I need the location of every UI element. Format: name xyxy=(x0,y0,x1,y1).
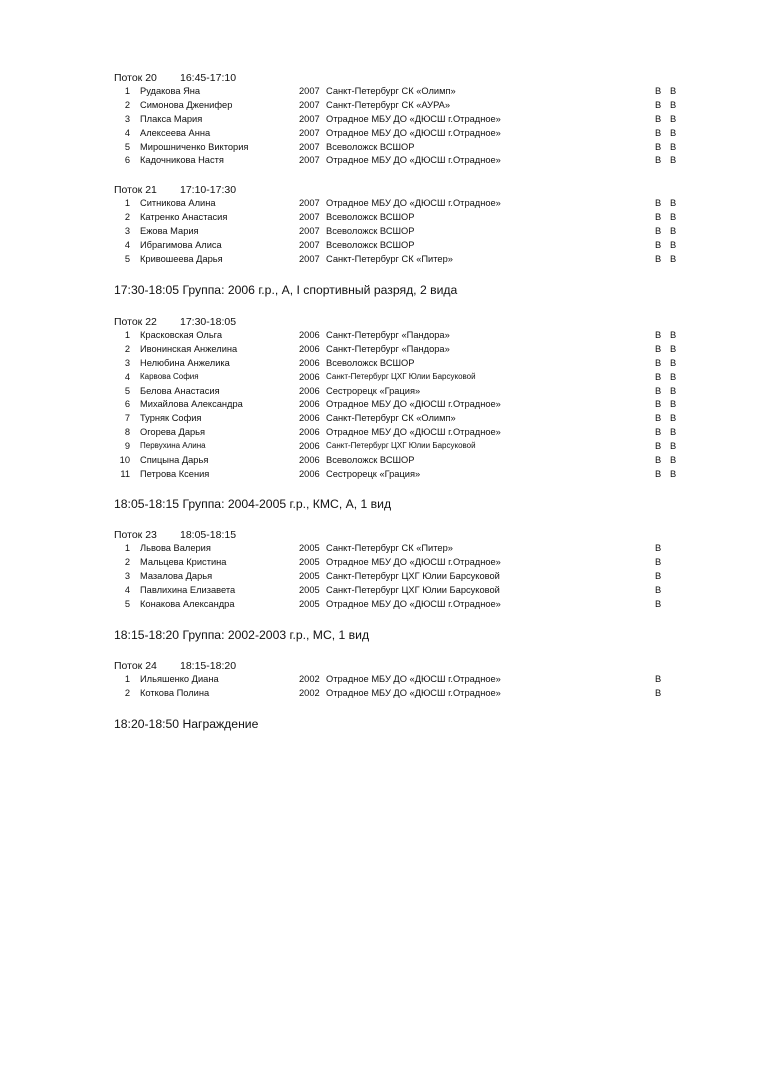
participant-number: 4 xyxy=(124,584,130,595)
birth-year: 2007 xyxy=(299,253,320,264)
birth-year: 2002 xyxy=(299,687,320,698)
participant-name: Катренко Анастасия xyxy=(140,211,228,222)
apparatus-mark: В xyxy=(670,441,677,452)
apparatus-mark: В xyxy=(655,468,662,479)
birth-year: 2006 xyxy=(299,385,320,396)
birth-year: 2002 xyxy=(299,674,320,684)
birth-year: 2007 xyxy=(299,211,320,222)
participant-row xyxy=(0,372,764,386)
awards-heading: 18:20-18:50 Награждение xyxy=(114,717,259,731)
participant-row xyxy=(0,469,764,483)
participant-name: Петрова Ксения xyxy=(140,468,210,479)
apparatus-mark: В xyxy=(670,455,677,466)
apparatus-mark: В xyxy=(655,441,662,452)
group-heading: 17:30-18:05 Группа: 2006 г.р., А, I спортивный разряд, 2 вида xyxy=(114,283,458,297)
birth-year: 2005 xyxy=(299,570,320,581)
apparatus-mark: В xyxy=(670,239,677,250)
participant-name: Белова Анастасия xyxy=(140,385,220,396)
apparatus-mark: В xyxy=(655,86,662,96)
participant-number: 2 xyxy=(124,343,130,354)
participant-number: 3 xyxy=(124,357,130,368)
participant-name: Коткова Полина xyxy=(140,687,210,698)
stream-label: Поток 21 xyxy=(114,184,157,196)
birth-year: 2005 xyxy=(299,584,320,595)
apparatus-mark: В xyxy=(655,330,662,340)
club-name: Санкт-Петербург СК «Питер» xyxy=(326,543,453,553)
club-name: Санкт-Петербург ЦХГ Юлии Барсуковой xyxy=(326,570,500,581)
apparatus-mark: В xyxy=(670,371,677,382)
participant-number: 3 xyxy=(124,225,130,236)
birth-year: 2006 xyxy=(299,357,320,368)
apparatus-mark: В xyxy=(655,141,662,152)
participant-row xyxy=(0,413,764,427)
club-name: Всеволожск ВСШОР xyxy=(326,357,415,368)
stream-header xyxy=(0,660,764,674)
apparatus-mark: В xyxy=(670,413,677,424)
stream-time: 17:30-18:05 xyxy=(180,316,237,328)
club-name: Санкт-Петербург СК «Олимп» xyxy=(326,86,456,96)
birth-year: 2007 xyxy=(299,99,320,110)
apparatus-mark: В xyxy=(670,225,677,236)
participant-row xyxy=(0,585,764,599)
birth-year: 2007 xyxy=(299,127,320,138)
apparatus-mark: В xyxy=(655,570,662,581)
birth-year: 2005 xyxy=(299,598,320,609)
club-name: Отрадное МБУ ДО «ДЮСШ г.Отрадное» xyxy=(326,556,501,567)
club-name: Всеволожск ВСШОР xyxy=(326,211,415,222)
club-name: Сестрорецк «Грация» xyxy=(326,385,421,396)
apparatus-mark: В xyxy=(655,357,662,368)
participant-name: Мазалова Дарья xyxy=(140,570,213,581)
apparatus-mark: В xyxy=(655,385,662,396)
participant-number: 6 xyxy=(124,155,130,166)
participant-name: Нелюбина Анжелика xyxy=(140,357,230,368)
apparatus-mark: В xyxy=(670,211,677,222)
stream-label: Поток 20 xyxy=(114,72,157,84)
apparatus-mark: В xyxy=(655,674,662,684)
birth-year: 2007 xyxy=(299,225,320,236)
participant-number: 3 xyxy=(124,570,130,581)
participant-name: Ибрагимова Алиса xyxy=(140,239,222,250)
club-name: Санкт-Петербург «Пандора» xyxy=(326,330,450,340)
stream-block xyxy=(0,529,764,612)
apparatus-mark: В xyxy=(670,343,677,354)
participant-row xyxy=(0,254,764,268)
participant-name: Ильяшенко Диана xyxy=(140,674,219,684)
apparatus-mark: В xyxy=(670,155,677,166)
participant-name: Ивонинская Анжелина xyxy=(140,343,238,354)
participant-number: 2 xyxy=(124,556,130,567)
apparatus-mark: В xyxy=(670,198,677,208)
participant-row xyxy=(0,142,764,156)
club-name: Всеволожск ВСШОР xyxy=(326,455,415,466)
apparatus-mark: В xyxy=(655,253,662,264)
stream-header xyxy=(0,529,764,543)
participant-row xyxy=(0,386,764,400)
participant-row xyxy=(0,358,764,372)
club-name: Отрадное МБУ ДО «ДЮСШ г.Отрадное» xyxy=(326,687,501,698)
apparatus-mark: В xyxy=(655,155,662,166)
club-name: Отрадное МБУ ДО «ДЮСШ г.Отрадное» xyxy=(326,113,501,124)
club-name: Санкт-Петербург «Пандора» xyxy=(326,343,450,354)
participant-row xyxy=(0,571,764,585)
participant-number: 5 xyxy=(124,141,130,152)
club-name: Санкт-Петербург ЦХГ Юлии Барсуковой xyxy=(326,584,500,595)
birth-year: 2006 xyxy=(299,343,320,354)
club-name: Санкт-Петербург СК «АУРА» xyxy=(326,99,451,110)
birth-year: 2006 xyxy=(299,413,320,424)
participant-row xyxy=(0,330,764,344)
apparatus-mark: В xyxy=(670,330,677,340)
apparatus-mark: В xyxy=(670,385,677,396)
club-name: Отрадное МБУ ДО «ДЮСШ г.Отрадное» xyxy=(326,598,501,609)
participant-row xyxy=(0,114,764,128)
participant-number: 4 xyxy=(124,371,130,382)
apparatus-mark: В xyxy=(670,399,677,410)
participant-number: 5 xyxy=(124,598,130,609)
participant-number: 6 xyxy=(124,399,130,410)
participant-name: Кривошеева Дарья xyxy=(140,253,223,264)
club-name: Отрадное МБУ ДО «ДЮСШ г.Отрадное» xyxy=(326,198,501,208)
club-name: Всеволожск ВСШОР xyxy=(326,225,415,236)
club-name: Всеволожск ВСШОР xyxy=(326,141,415,152)
participant-name: Огорева Дарья xyxy=(140,427,206,438)
club-name: Отрадное МБУ ДО «ДЮСШ г.Отрадное» xyxy=(326,399,501,410)
apparatus-mark: В xyxy=(655,455,662,466)
birth-year: 2006 xyxy=(299,399,320,410)
participant-name: Симонова Дженифер xyxy=(140,99,233,110)
participant-row xyxy=(0,599,764,613)
apparatus-mark: В xyxy=(655,113,662,124)
apparatus-mark: В xyxy=(655,598,662,609)
club-name: Санкт-Петербург ЦХГ Юлии Барсуковой xyxy=(326,371,476,381)
participant-number: 10 xyxy=(119,455,130,466)
apparatus-mark: В xyxy=(670,253,677,264)
participant-name: Кадочникова Настя xyxy=(140,155,224,166)
participant-row xyxy=(0,557,764,571)
participant-row xyxy=(0,674,764,688)
participant-number: 4 xyxy=(124,127,130,138)
club-name: Санкт-Петербург СК «Питер» xyxy=(326,253,453,264)
stream-label: Поток 22 xyxy=(114,316,157,328)
participant-number: 3 xyxy=(124,113,130,124)
birth-year: 2005 xyxy=(299,543,320,553)
participant-row xyxy=(0,128,764,142)
participant-row xyxy=(0,212,764,226)
participant-number: 1 xyxy=(124,674,130,684)
apparatus-mark: В xyxy=(670,357,677,368)
birth-year: 2007 xyxy=(299,113,320,124)
apparatus-mark: В xyxy=(670,427,677,438)
birth-year: 2007 xyxy=(299,141,320,152)
birth-year: 2007 xyxy=(299,86,320,96)
birth-year: 2005 xyxy=(299,556,320,567)
participant-name: Красковская Ольга xyxy=(140,330,223,340)
birth-year: 2007 xyxy=(299,155,320,166)
birth-year: 2006 xyxy=(299,468,320,479)
participant-row xyxy=(0,543,764,557)
stream-header xyxy=(0,72,764,86)
participant-row xyxy=(0,441,764,455)
participant-row xyxy=(0,198,764,212)
participant-row xyxy=(0,155,764,169)
birth-year: 2006 xyxy=(299,330,320,340)
apparatus-mark: В xyxy=(655,343,662,354)
participant-name: Михайлова Александра xyxy=(140,399,243,410)
stream-time: 18:15-18:20 xyxy=(180,660,237,672)
participant-number: 1 xyxy=(124,330,130,340)
birth-year: 2006 xyxy=(299,427,320,438)
birth-year: 2006 xyxy=(299,371,320,382)
birth-year: 2006 xyxy=(299,455,320,466)
apparatus-mark: В xyxy=(655,225,662,236)
participant-number: 1 xyxy=(124,86,130,96)
participant-number: 7 xyxy=(124,413,130,424)
birth-year: 2007 xyxy=(299,198,320,208)
stream-header xyxy=(0,184,764,198)
apparatus-mark: В xyxy=(655,543,662,553)
club-name: Всеволожск ВСШОР xyxy=(326,239,415,250)
apparatus-mark: В xyxy=(655,371,662,382)
club-name: Сестрорецк «Грация» xyxy=(326,468,421,479)
participant-number: 1 xyxy=(124,198,130,208)
participant-name: Конакова Александра xyxy=(140,598,235,609)
participant-number: 11 xyxy=(120,468,130,479)
stream-header xyxy=(0,316,764,330)
club-name: Санкт-Петербург СК «Олимп» xyxy=(326,413,456,424)
apparatus-mark: В xyxy=(655,427,662,438)
participant-row xyxy=(0,226,764,240)
club-name: Отрадное МБУ ДО «ДЮСШ г.Отрадное» xyxy=(326,674,501,684)
stream-block xyxy=(0,184,764,267)
participant-name: Рудакова Яна xyxy=(140,86,201,96)
participant-number: 5 xyxy=(124,385,130,396)
apparatus-mark: В xyxy=(670,86,677,96)
stream-time: 16:45-17:10 xyxy=(180,72,237,84)
participant-name: Ситникова Алина xyxy=(140,198,216,208)
group-heading: 18:05-18:15 Группа: 2004-2005 г.р., КМС, А, 1 вид xyxy=(114,497,392,511)
club-name: Отрадное МБУ ДО «ДЮСШ г.Отрадное» xyxy=(326,155,501,166)
stream-label: Поток 24 xyxy=(114,660,157,672)
participant-number: 2 xyxy=(124,687,130,698)
apparatus-mark: В xyxy=(670,127,677,138)
participant-number: 2 xyxy=(124,211,130,222)
group-heading: 18:15-18:20 Группа: 2002-2003 г.р., МС, 1 вид xyxy=(114,628,370,642)
apparatus-mark: В xyxy=(655,687,662,698)
apparatus-mark: В xyxy=(670,468,677,479)
participant-name: Львова Валерия xyxy=(140,543,211,553)
apparatus-mark: В xyxy=(655,399,662,410)
apparatus-mark: В xyxy=(655,556,662,567)
participant-name: Первухина Алина xyxy=(140,441,206,451)
participant-row xyxy=(0,240,764,254)
participant-row xyxy=(0,688,764,702)
participant-row xyxy=(0,86,764,100)
participant-number: 5 xyxy=(124,253,130,264)
participant-number: 8 xyxy=(124,427,130,438)
apparatus-mark: В xyxy=(655,211,662,222)
participant-name: Мирошниченко Виктория xyxy=(140,141,249,152)
stream-block xyxy=(0,72,764,169)
participant-number: 1 xyxy=(124,543,130,553)
birth-year: 2006 xyxy=(299,441,320,452)
participant-name: Спицына Дарья xyxy=(140,455,209,466)
apparatus-mark: В xyxy=(655,127,662,138)
stream-block xyxy=(0,316,764,483)
participant-row xyxy=(0,344,764,358)
stream-block xyxy=(0,660,764,702)
apparatus-mark: В xyxy=(655,584,662,595)
participant-name: Павлихина Елизавета xyxy=(140,584,236,595)
stream-time: 18:05-18:15 xyxy=(180,529,237,541)
participant-name: Турняк София xyxy=(140,413,202,424)
stream-time: 17:10-17:30 xyxy=(180,184,237,196)
participant-number: 9 xyxy=(124,441,130,452)
apparatus-mark: В xyxy=(655,239,662,250)
participant-row xyxy=(0,455,764,469)
club-name: Отрадное МБУ ДО «ДЮСШ г.Отрадное» xyxy=(326,127,501,138)
club-name: Отрадное МБУ ДО «ДЮСШ г.Отрадное» xyxy=(326,427,501,438)
club-name: Санкт-Петербург ЦХГ Юлии Барсуковой xyxy=(326,441,476,451)
participant-name: Алексеева Анна xyxy=(140,127,211,138)
apparatus-mark: В xyxy=(670,141,677,152)
participant-name: Карвова София xyxy=(140,371,199,381)
participant-number: 2 xyxy=(124,99,130,110)
participant-name: Мальцева Кристина xyxy=(140,556,227,567)
apparatus-mark: В xyxy=(670,99,677,110)
participant-name: Ежова Мария xyxy=(140,225,199,236)
birth-year: 2007 xyxy=(299,239,320,250)
participant-number: 4 xyxy=(124,239,130,250)
participant-row xyxy=(0,399,764,413)
participant-row xyxy=(0,427,764,441)
participant-name: Плакса Мария xyxy=(140,113,203,124)
stream-label: Поток 23 xyxy=(114,529,157,541)
participant-row xyxy=(0,100,764,114)
apparatus-mark: В xyxy=(655,413,662,424)
apparatus-mark: В xyxy=(655,198,662,208)
apparatus-mark: В xyxy=(670,113,677,124)
apparatus-mark: В xyxy=(655,99,662,110)
